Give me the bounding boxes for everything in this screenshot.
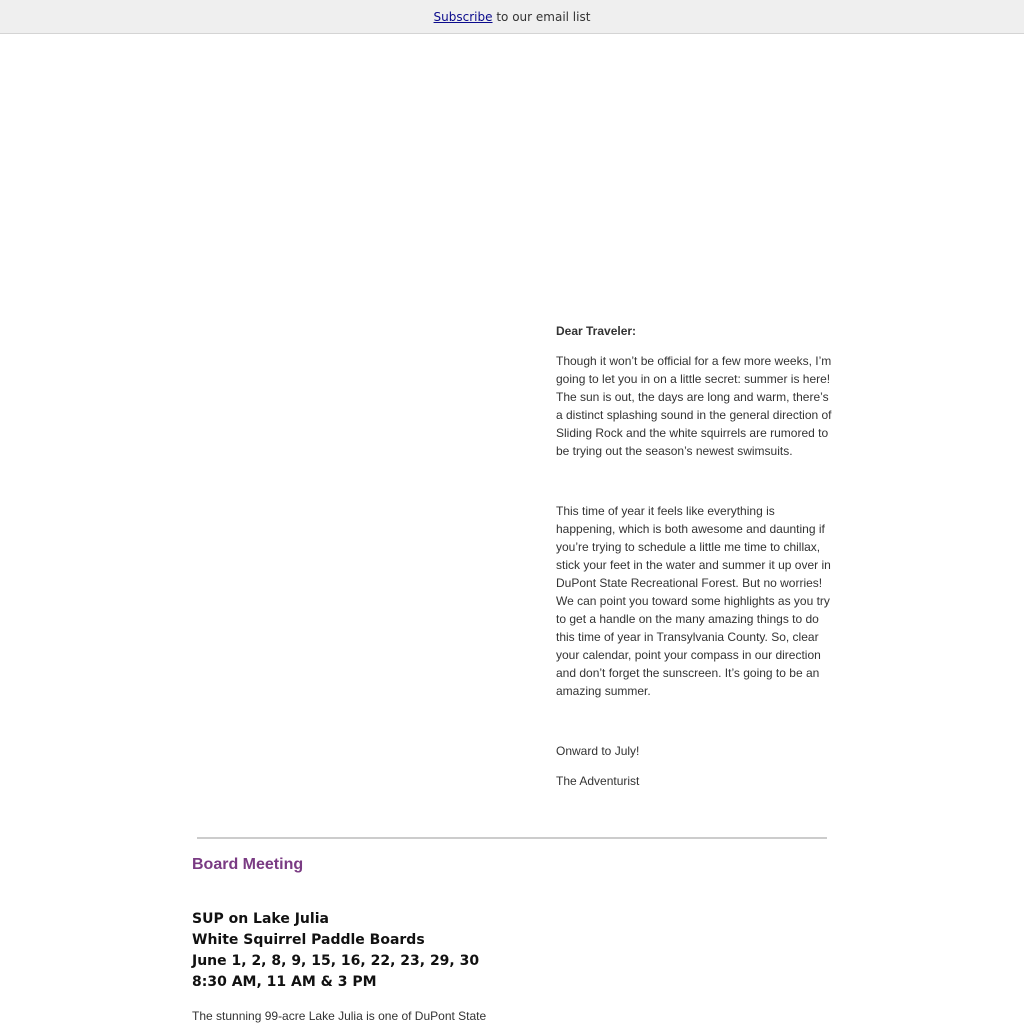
event-title: SUP on Lake Julia — [192, 911, 329, 927]
section-heading: Board Meeting — [192, 856, 304, 873]
letter-signoff: Onward to July! — [556, 744, 640, 758]
letter-signature: The Adventurist — [556, 774, 640, 788]
subscribe-bar — [0, 0, 1024, 34]
letter-paragraph-1: Though it won’t be official for a few more weeks, I’m going to let you in on a little secret: summer is here! The sun is out, the days are long and warm, there’s a distinct splashing sound in the general direction of Sliding Rock and the white squirrels are rumored to be trying out the season’s newest swimsuits. — [556, 354, 832, 458]
letter-greeting: Dear Traveler: — [556, 324, 637, 338]
event-block — [192, 909, 479, 993]
event-times: 8:30 AM, 11 AM & 3 PM — [192, 974, 377, 990]
event-host: White Squirrel Paddle Boards — [192, 932, 425, 948]
event-description: The stunning 99-acre Lake Julia is one of DuPont State — [192, 1009, 487, 1023]
subscribe-link[interactable]: Subscribe — [433, 10, 493, 24]
intro-letter — [556, 322, 836, 790]
letter-paragraph-2: This time of year it feels like everything is happening, which is both awesome and daunting if you’re trying to schedule a little me time to chillax, stick your feet in the water and summer it up over in DuPont State Recreational Forest. But no worries! We can point you toward some highlights as you try to get a handle on the many amazing things to do this time of year in Transylvania County. So, clear your calendar, point your compass in our direction and don’t forget the sunscreen. It’s going to be an amazing summer. — [556, 504, 831, 698]
event-dates: June 1, 2, 8, 9, 15, 16, 22, 23, 29, 30 — [192, 953, 480, 969]
section-divider — [197, 837, 827, 839]
subscribe-text: to our email list — [496, 10, 591, 24]
